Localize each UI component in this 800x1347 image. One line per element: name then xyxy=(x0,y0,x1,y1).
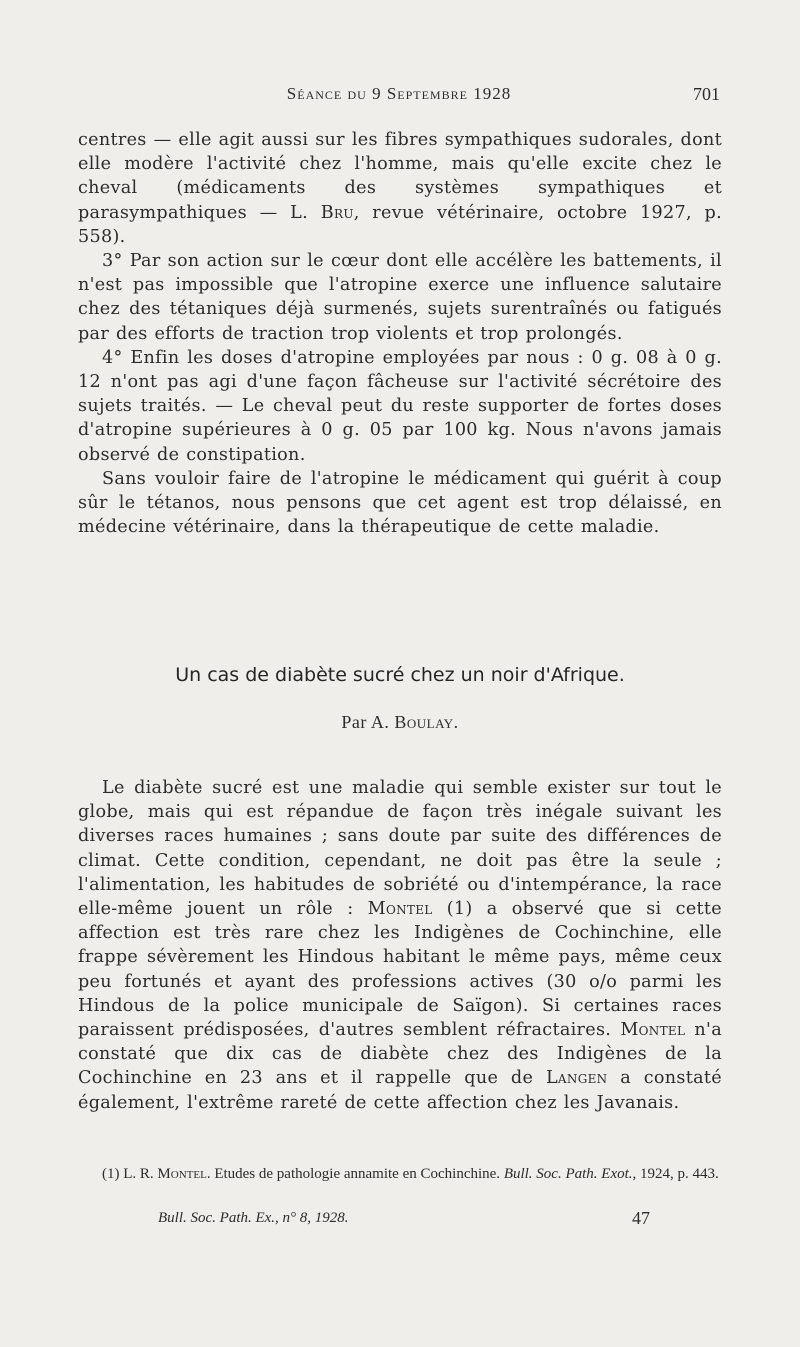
header-title: Séance du 9 Septembre 1928 xyxy=(286,84,512,103)
byline-prefix: Par A. xyxy=(341,712,395,732)
footnote xyxy=(78,1164,722,1184)
footnote-title: . Etudes de pathologie annamite en Cochinchine. xyxy=(206,1166,504,1182)
signature-number: 47 xyxy=(632,1208,650,1228)
byline-author: Boulay xyxy=(394,712,454,732)
footnote-author: Montel xyxy=(157,1166,207,1182)
text-run: (1) a observé que si cette affection est très rare chez les Indigènes de Cochinchine, elle frappe sévèrement les Hindous habitant le même pays, même ceux peu fortunés et ayant des professions actives (30 o/o parmi les Hindous de la police municipale de Saïgon). Si certaines races paraissent prédisposées, d'autres semblent réfractaires. xyxy=(78,899,722,1041)
paragraph: Sans vouloir faire de l'atropine le médicament qui guérit à coup sûr le tétanos, nous pensons que cet agent est trop délaissé, en médecine vétérinaire, dans la thérapeutique de cette maladie. xyxy=(78,468,722,538)
paragraph xyxy=(78,776,722,1115)
author-name: Montel xyxy=(367,899,433,920)
text-run: centres — elle agit aussi sur les fibres sympathiques sudorales, dont elle modère l'activité chez l'homme, mais qu'elle excite chez le cheval (médicaments des systèmes sympathiques et parasympathiques — L. xyxy=(78,130,722,223)
author-name: Langen xyxy=(545,1068,608,1089)
paragraph xyxy=(78,128,722,249)
page-number: 701 xyxy=(693,84,720,104)
article-body xyxy=(78,776,722,1115)
author-name: Bru xyxy=(320,202,354,223)
footnote-ref: , 1924, p. 443. xyxy=(632,1166,719,1182)
author-name: Montel xyxy=(620,1020,686,1041)
footnote-journal: Bull. Soc. Path. Exot. xyxy=(503,1166,633,1182)
text-run: Le diabète sucré est une maladie qui semble exister sur tout le globe, mais qui est répandue de façon très inégale suivant les diverses races humaines ; sans doute par suite des différences de climat. Cette condition, cependant, ne doit pas être la seule ; l'alimentation, les habitudes de sobriété ou d'intempérance, la race elle-même jouent un rôle : xyxy=(78,778,722,920)
paragraph: 3° Par son action sur le cœur dont elle accélère les battements, il n'est pas impossible que l'atropine exerce une influence salutaire chez des tétaniques déjà surmenés, sujets surentraînés ou fatigués par des efforts de traction trop violents et trop prolongés. xyxy=(78,251,722,344)
running-header xyxy=(78,84,720,110)
article-title: Un cas de diabète sucré chez un noir d'Afrique. xyxy=(175,664,625,686)
journal-line: Bull. Soc. Path. Ex., n° 8, 1928. xyxy=(158,1210,349,1226)
text-run: a constaté également, l'extrême rareté de cette affection chez les Javanais. xyxy=(78,1068,722,1113)
text-run: n'a constaté que dix cas de diabète chez des Indigènes de la Cochinchine en 23 ans et il rappelle que de xyxy=(78,1020,722,1089)
byline-suffix: . xyxy=(453,712,459,732)
footnote-number: (1) L. R. xyxy=(102,1166,158,1182)
footnote-text xyxy=(78,1164,722,1184)
text-run: , revue vétérinaire, octobre 1927, p. 558). xyxy=(78,202,722,247)
byline xyxy=(0,712,800,733)
paragraph: 4° Enfin les doses d'atropine employées par nous : 0 g. 08 à 0 g. 12 n'ont pas agi d'une façon fâcheuse sur l'activité sécrétoire des sujets traités. — Le cheval peut du reste supporter de fortes doses d'atropine supérieures à 0 g. 05 par 100 kg. Nous n'avons jamais observé de constipation. xyxy=(78,347,722,465)
continued-text xyxy=(78,128,722,539)
